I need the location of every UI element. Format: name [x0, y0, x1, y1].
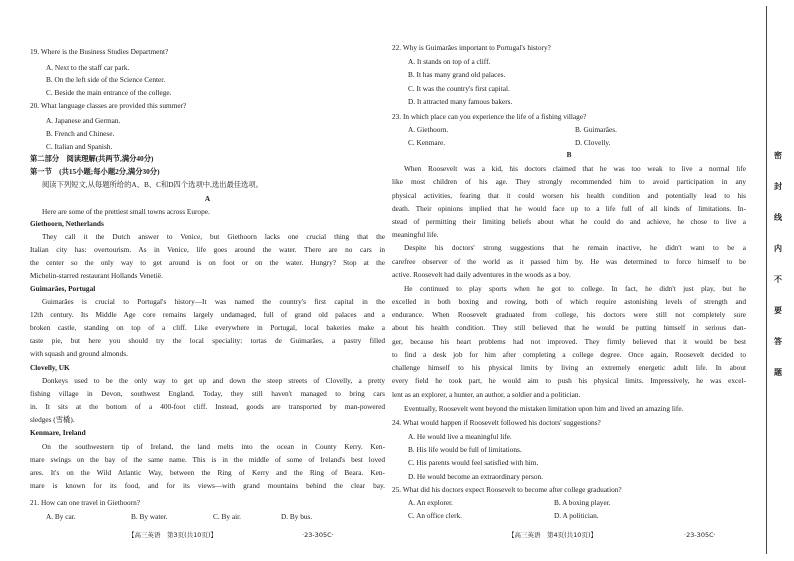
q23-option-c: C. Kenmare.: [408, 138, 446, 147]
q20-option-a: A. Japanese and German.: [46, 116, 121, 125]
q25-option-b: B. A boxing player.: [554, 498, 611, 507]
passage-b-line: death. Their opinions implied that he would face up to a life full of all kinds of limitations. In-: [392, 204, 746, 213]
q23-option-a: A. Giethoorn.: [408, 125, 449, 134]
clovelly-title: Clovelly, UK: [30, 363, 70, 372]
binding-char: 线: [774, 213, 782, 222]
q24-option-b: B. His life would be full of limitations.: [408, 445, 522, 454]
guimaraes-line: Guimarães is crucial to Portugal's history—It was named the country's first capital in the: [42, 297, 385, 306]
section1-heading: 第一节 (共15小题;每小题2分,满分30分): [30, 167, 160, 176]
q19-option-a: A. Next to the staff car park.: [46, 63, 130, 72]
guimaraes-line: 12th century. Its Middle Age core remains largely undamaged, full of grand old palaces and a: [30, 310, 385, 319]
clovelly-line: in. It sits at the bottom of a 400-foot cliff. Instead, goods are transported by man-powered: [30, 402, 385, 411]
passage-b-line: stead of permitting their limiting beliefs about what he could do and achieve, he chose to live a: [392, 217, 746, 226]
q23-stem: 23. In which place can you experience the life of a fishing village?: [392, 112, 587, 121]
guimaraes-line: with squash and ground almonds.: [30, 349, 128, 358]
q23-option-b: B. Guimarães.: [575, 125, 617, 134]
q21-option-d: D. By bus.: [281, 512, 313, 521]
passage-b-line: carefree observer of the world as it passed him by. He was determined to force himself to be: [392, 257, 746, 266]
q20-option-c: C. Italian and Spanish.: [46, 142, 113, 151]
passage-b-line: physical activities, fearing that it could worsen his health condition and potentially lead to his: [392, 191, 746, 200]
q21-option-c: C. By air.: [213, 512, 241, 521]
giethoorn-line: the center so the only way to get around is on foot or on the water. Hungry? Stop at the: [30, 258, 385, 267]
footer-code: ·23-305C·: [302, 531, 334, 539]
kenmare-line: mare swings on the bay of the same name. This is in the middle of some of Ireland's best loved: [30, 455, 385, 464]
binding-line: [766, 6, 767, 554]
passage-b-line: excelled in both boxing and rowing, both of which require astonishing levels of strength and: [392, 297, 746, 306]
footer-code: ·23-305C·: [684, 531, 716, 539]
passage-b-line: to find a desk job for him after completing a college degree. Once again, Roosevelt decided to: [392, 350, 746, 359]
q21-option-b: B. By water.: [131, 512, 168, 521]
footer-page-label: 【高三英语 第3页(共10页)】: [128, 531, 217, 539]
clovelly-line: sledges (雪橇).: [30, 415, 75, 424]
q21-option-a: A. By car.: [46, 512, 76, 521]
q24-option-c: C. His parents would feel satisfied with him.: [408, 458, 539, 467]
passage-b-line: Eventually, Roosevelt went beyond the mistaken limitation upon him and lived an amazing life.: [404, 404, 684, 413]
binding-char: 题: [774, 368, 782, 377]
q25-option-a: A. An explorer.: [408, 498, 453, 507]
passage-b-line: ger, because his heart problems had not improved. They firmly believed that it would be best: [392, 337, 746, 346]
q24-option-a: A. He would live a meaningful life.: [408, 432, 512, 441]
passage-a-intro: Here are some of the prettiest small towns across Europe.: [42, 207, 210, 216]
passage-b-line: active. Roosevelt had daily adventures in the woods as a boy.: [392, 270, 571, 279]
passage-b-line: like most children of his age. They strongly recommended him to avoid participation in any: [392, 177, 746, 186]
q25-stem: 25. What did his doctors expect Roosevelt to become after college graduation?: [392, 485, 622, 494]
guimaraes-line: broken castle, standing on top of a cliff. Like everywhere in Portugal, local bakeries make a: [30, 323, 385, 332]
passage-b-line: every field he took part, he would aim to push his physical limits. Impressively, he was excel-: [392, 376, 746, 385]
passage-b-line: about his health condition. They still believed that he would be putting himself in serious dan-: [392, 323, 746, 332]
q22-option-a: A. It stands on top of a cliff.: [408, 57, 491, 66]
reading-instruction: 阅读下列短文,从每题所给的A、B、C和D四个选项中,选出最佳选项。: [42, 180, 263, 189]
q20-option-b: B. French and Chinese.: [46, 129, 115, 138]
passage-b-line: endurance. When Roosevelt graduated from college, his doctors were still not completely sure: [392, 310, 746, 319]
binding-char: 密: [774, 151, 782, 160]
q19-stem: 19. Where is the Business Studies Department?: [30, 47, 169, 56]
giethoorn-title: Giethoorn, Netherlands: [30, 219, 104, 228]
passage-b-line: meaningful life.: [392, 230, 439, 239]
kenmare-line: ares. It's on the Wild Atlantic Way, between the Ring of Kerry and the Ring of Beara. Ken-: [30, 468, 385, 477]
binding-char: 要: [774, 306, 782, 315]
q24-stem: 24. What would happen if Roosevelt followed his doctors' suggestions?: [392, 418, 601, 427]
q21-stem: 21. How can one travel in Giethoorn?: [30, 498, 141, 507]
passage-b-line: He continued to play sports when he got to college. In fact, he didn't just play, but he: [404, 284, 746, 293]
kenmare-line: mare is known for its food, and for its views—with grand mountains behind the clear bay.: [30, 481, 385, 490]
q25-option-d: D. A politician.: [554, 511, 599, 520]
q22-stem: 22. Why is Guimarães important to Portugal's history?: [392, 43, 551, 52]
clovelly-line: Donkeys used to be the only way to get up and down the steep streets of Clovelly, a pretty: [42, 376, 385, 385]
q22-option-d: D. It attracted many famous bakers.: [408, 97, 513, 106]
guimaraes-line: taste pie, but here you should try the local speciality: tortas de Guimarães, a pastry filled: [30, 336, 385, 345]
giethoorn-line: They call it the Dutch answer to Venice, but Giethoorn lacks one crucial thing that the: [42, 232, 385, 241]
passage-a-label: A: [204, 194, 211, 203]
passage-b-line: challenge himself to his physical limits by living an extremely energetic adult life. In about: [392, 363, 746, 372]
giethoorn-line: Michelin-starred restaurant Hollands Venetië.: [30, 271, 163, 280]
q19-option-b: B. On the left side of the Science Center.: [46, 75, 166, 84]
passage-b-line: lent as an explorer, a hunter, an author, a soldier and a politician.: [392, 390, 581, 399]
giethoorn-line: Italian city has: overtourism. As in Venice, life goes around the water. There are no cars in: [30, 245, 385, 254]
kenmare-line: On the southwestern tip of Ireland, the land melts into the ocean in County Kerry. Ken-: [42, 442, 385, 451]
passage-b-label: B: [566, 150, 572, 159]
q19-option-c: C. Beside the main entrance of the college.: [46, 88, 172, 97]
part2-heading: 第二部分 阅读理解(共两节,满分40分): [30, 154, 154, 163]
binding-char: 不: [774, 275, 782, 284]
q24-option-d: D. He would become an extraordinary person.: [408, 472, 543, 481]
passage-b-line: When Roosevelt was a kid, his doctors claimed that he was too weak to live a normal life: [404, 164, 746, 173]
clovelly-line: fishing village in Devon, southwest England. Today, they still haven't managed to bring cars: [30, 389, 385, 398]
kenmare-title: Kenmare, Ireland: [30, 428, 86, 437]
q25-option-c: C. An office clerk.: [408, 511, 462, 520]
binding-char: 内: [774, 244, 782, 253]
binding-char: 答: [774, 337, 782, 346]
guimaraes-title: Guimarães, Portugal: [30, 284, 96, 293]
q22-option-c: C. It was the country's first capital.: [408, 84, 510, 93]
q23-option-d: D. Clovelly.: [575, 138, 611, 147]
q22-option-b: B. It has many grand old palaces.: [408, 70, 506, 79]
q20-stem: 20. What language classes are provided this summer?: [30, 101, 187, 110]
passage-b-line: Despite his doctors' strong suggestions that he remain inactive, he didn't want to be a: [404, 243, 746, 252]
binding-char: 封: [774, 182, 782, 191]
footer-page-label: 【高三英语 第4页(共10页)】: [508, 531, 597, 539]
